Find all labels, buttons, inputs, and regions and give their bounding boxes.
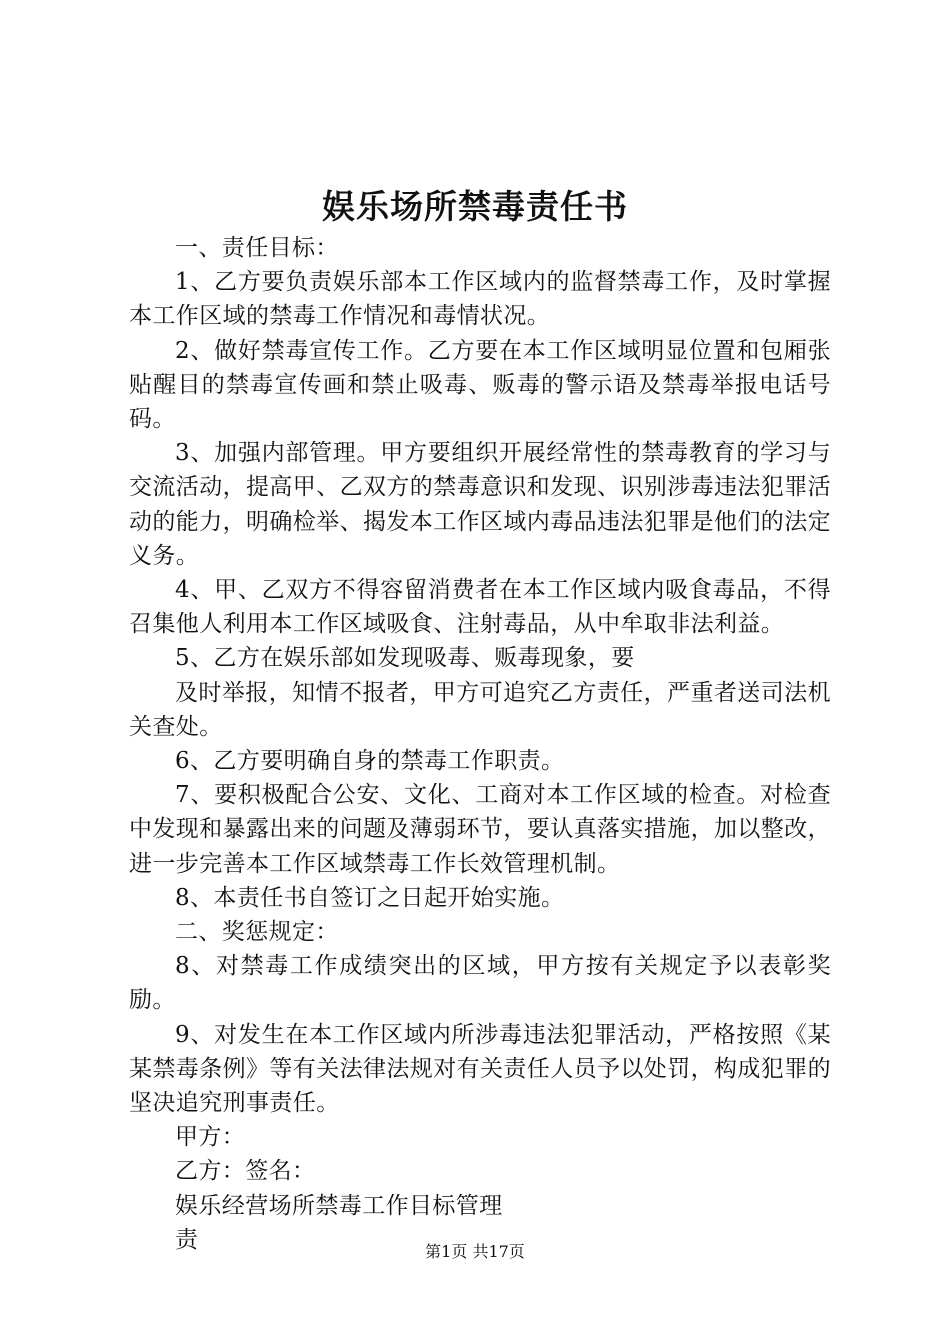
paragraph-item-1: 1、乙方要负责娱乐部本工作区域内的监督禁毒工作，及时掌握本工作区域的禁毒工作情况和毒情状况。 <box>129 269 831 330</box>
paragraph-item-5: 5、乙方在娱乐部如发现吸毒、贩毒现象，要 <box>175 645 635 672</box>
page-footer: 第1页 共17页 <box>425 1242 525 1261</box>
paragraph-item-5-continued: 及时举报，知情不报者，甲方可追究乙方责任，严重者送司法机关查处。 <box>129 679 831 740</box>
paragraph-item-4: 4、甲、乙双方不得容留消费者在本工作区域内吸食毒品，不得召集他人利用本工作区域吸食、注射毒品，从中牟取非法利益。 <box>129 577 831 638</box>
document-body <box>129 231 831 1257</box>
paragraph-item-7: 7、要积极配合公安、文化、工商对本工作区域的检查。对检查中发现和暴露出来的问题及薄弱环节，要认真落实措施，加以整改，进一步完善本工作区域禁毒工作长效管理机制。 <box>129 782 831 877</box>
document-title: 娱乐场所禁毒责任书 <box>322 187 628 226</box>
party-a-line: 甲方： <box>175 1124 246 1151</box>
section-heading-rewards: 二、奖惩规定： <box>175 919 339 946</box>
party-b-signature-line: 乙方：签名： <box>175 1158 316 1185</box>
paragraph-reward-8: 8、对禁毒工作成绩突出的区域，甲方按有关规定予以表彰奖励。 <box>129 953 831 1014</box>
paragraph-reward-9: 9、对发生在本工作区域内所涉毒违法犯罪活动，严格按照《某某禁毒条例》等有关法律法规对有关责任人员予以处罚，构成犯罪的坚决追究刑事责任。 <box>129 1021 831 1117</box>
paragraph-item-8: 8、本责任书自签订之日起开始实施。 <box>175 884 565 911</box>
paragraph-item-6: 6、乙方要明确自身的禁毒工作职责。 <box>175 748 565 775</box>
paragraph-item-2: 2、做好禁毒宣传工作。乙方要在本工作区域明显位置和包厢张贴醒目的禁毒宣传画和禁止吸毒、贩毒的警示语及禁毒举报电话号码。 <box>129 337 831 433</box>
paragraph-item-3: 3、加强内部管理。甲方要组织开展经常性的禁毒教育的学习与交流活动，提高甲、乙双方的禁毒意识和发现、识别涉毒违法犯罪活动的能力，明确检举、揭发本工作区域内毒品违法犯罪是他们的法定义务。 <box>129 440 831 569</box>
next-document-fragment: 责 <box>175 1226 199 1253</box>
section-heading-goals: 一、责任目标： <box>175 235 339 261</box>
next-document-title-line: 娱乐经营场所禁毒工作目标管理 <box>175 1192 503 1219</box>
